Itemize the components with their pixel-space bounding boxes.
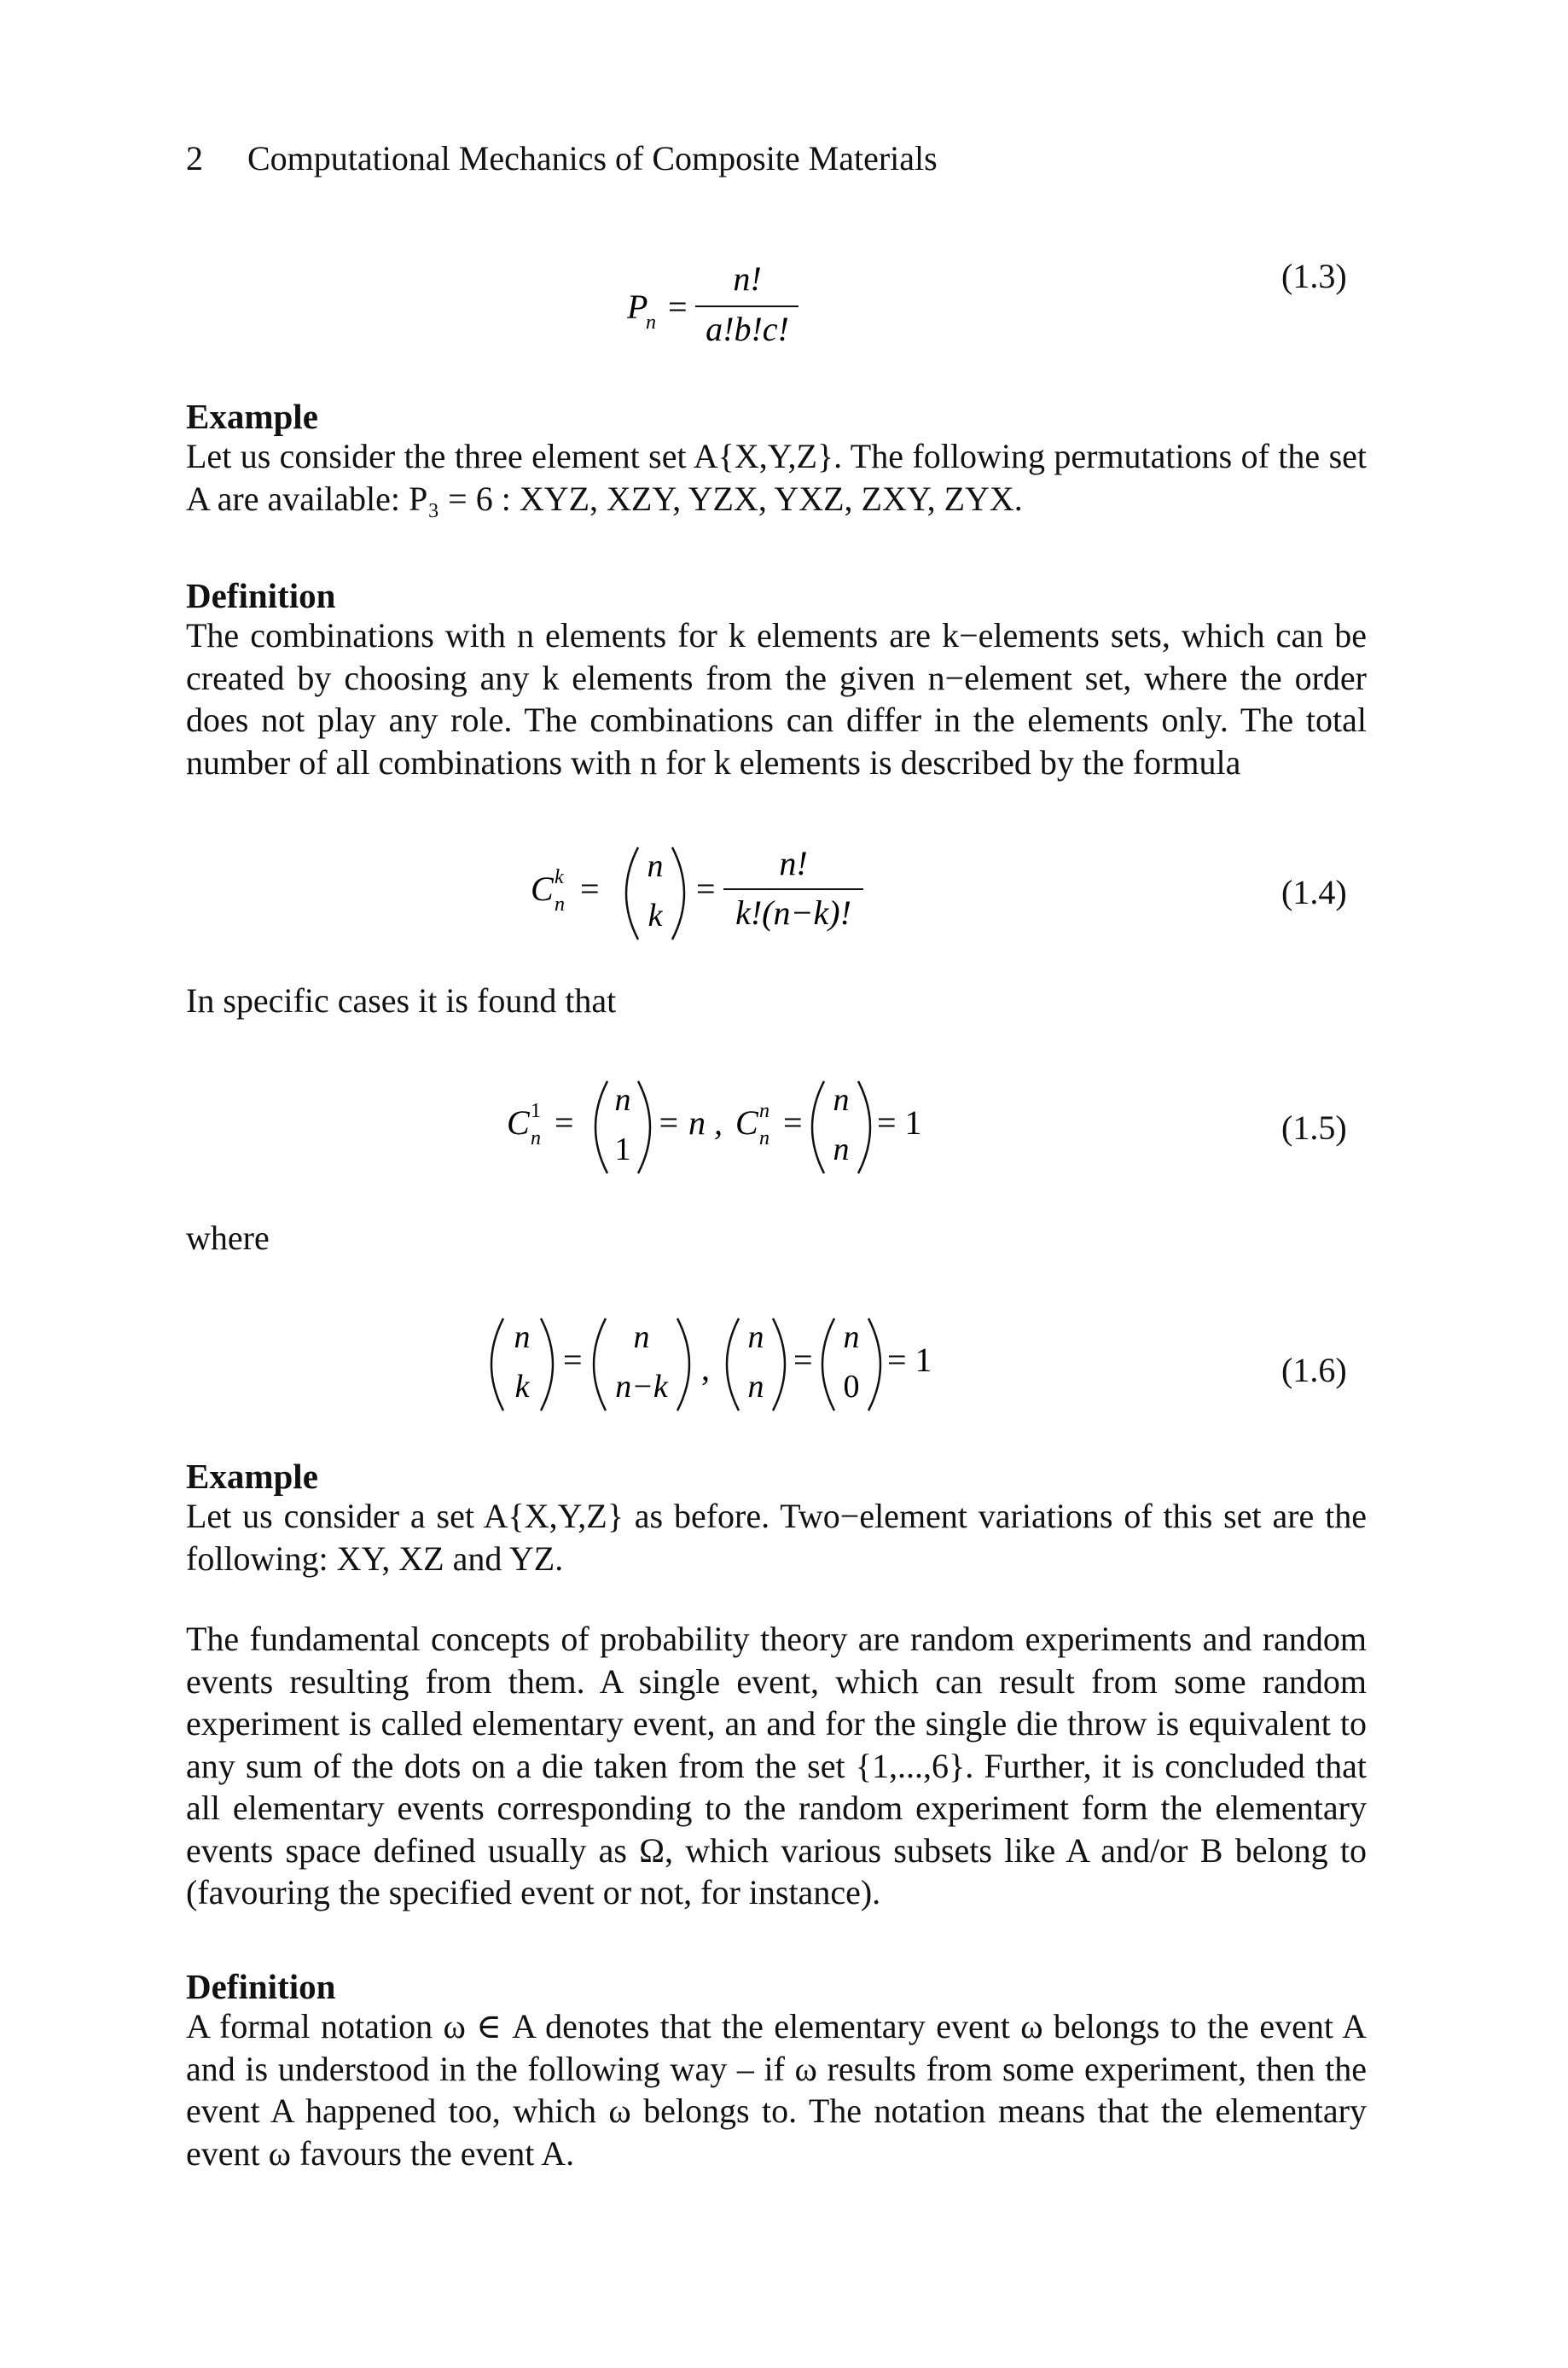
eq14-numerator: n!: [779, 844, 808, 882]
definition-1-text: The combinations with n elements for k elements are k−elements sets, which can be created by choosing any k elements from the given n−element set, where the order does not play any role. The combinations can differ in the elements only. The total number of all combinations with n for k elements is described by the formula: [186, 616, 1367, 782]
eq15-c2: C: [735, 1103, 758, 1142]
eq15-paren-r2: [858, 1081, 870, 1173]
eq13-denominator: a!b!c!: [706, 310, 789, 348]
eq16-paren-l1: [491, 1318, 503, 1411]
eq15-paren-l1: [595, 1081, 607, 1173]
eq14-sup: k: [555, 866, 564, 888]
example-2-text: Let us consider a set A{X,Y,Z} as before. Two−element variations of this set are the following: XY, XZ and YZ.: [186, 1497, 1367, 1578]
eq14-binom-bottom: k: [648, 898, 663, 934]
eq16-b2-bottom: n−k: [615, 1369, 668, 1405]
eq16-result: = 1: [887, 1341, 932, 1379]
specific-cases-text: In specific cases it is found that: [186, 981, 617, 1020]
eq14-number: (1.4): [1281, 873, 1347, 911]
definition-heading-2: Definition: [186, 1967, 336, 2006]
eq15-b2-bottom: n: [833, 1132, 850, 1167]
running-title: Computational Mechanics of Composite Materials: [247, 139, 938, 177]
eq15-b1-bottom: 1: [614, 1132, 631, 1167]
eq15-paren-l2: [812, 1081, 824, 1173]
eq15-c1-sub: n: [531, 1127, 541, 1149]
eq16-b1-bottom: k: [514, 1369, 530, 1405]
eq15-b1-top: n: [614, 1082, 631, 1118]
example-heading-1: Example: [186, 397, 318, 436]
eq16-paren-r1: [541, 1318, 553, 1411]
example-heading-2: Example: [186, 1457, 318, 1496]
eq14-binom-top: n: [647, 848, 664, 884]
eq14-equals-2: =: [696, 870, 716, 908]
eq16-number: (1.6): [1281, 1351, 1347, 1389]
running-header: [186, 138, 938, 178]
eq14-left-paren: [626, 847, 638, 940]
eq15-result-2: = 1: [877, 1103, 922, 1142]
eq16-equals-2: =: [793, 1341, 813, 1379]
eq15-equals-2: =: [783, 1103, 803, 1142]
page-number: 2: [186, 139, 203, 177]
eq16-b3-top: n: [747, 1319, 764, 1355]
eq16-b4-top: n: [843, 1319, 860, 1355]
where-text: where: [186, 1219, 270, 1257]
eq16-comma: ,: [701, 1349, 710, 1388]
eq15-number: (1.5): [1281, 1108, 1347, 1147]
eq16-paren-r4: [868, 1318, 880, 1411]
eq13-lhs: P: [627, 288, 648, 326]
eq15-c2-sub: n: [759, 1127, 769, 1149]
eq16-paren-r3: [773, 1318, 785, 1411]
eq16-paren-r2: [677, 1318, 689, 1411]
eq14-equals: =: [580, 870, 600, 908]
definition-heading-1: Definition: [186, 576, 336, 615]
eq16-b2-top: n: [633, 1319, 650, 1355]
eq15-equals: =: [555, 1103, 574, 1142]
eq16-b1-top: n: [514, 1319, 531, 1355]
probability-paragraph: The fundamental concepts of probability theory are random experiments and random events resulting from them. A single event, which can result from some random experiment is called elementary event, an and for the single die throw is equivalent to any sum of the dots on a die taken from the set {1,...,6}. Further, it is concluded that all elementary events corresponding to the random experiment form the elementary events space defined usually as Ω, which various subsets like A and/or B belong to (favouring the specified event or not, for instance).: [186, 1620, 1367, 1911]
eq15-b2-top: n: [833, 1082, 850, 1118]
eq13-numerator: n!: [733, 259, 762, 298]
eq14-right-paren: [672, 847, 684, 940]
eq14-denominator: k!(n−k)!: [735, 893, 851, 932]
eq15-c1: C: [507, 1103, 530, 1142]
eq15-paren-r1: [638, 1081, 650, 1173]
eq16-paren-l3: [727, 1318, 739, 1411]
eq16-paren-l2: [594, 1318, 606, 1411]
eq13-equals: =: [668, 288, 688, 326]
eq16-b3-bottom: n: [747, 1369, 764, 1405]
eq14-c: C: [531, 870, 554, 908]
definition-2-text: A formal notation ω ∈ A denotes that the elementary event ω belongs to the event A and is understood in the following way – if ω results from some experiment, then the event A happened too, which ω belongs to. The notation means that the elementary event ω favours the event A.: [186, 2007, 1367, 2173]
eq15-c2-sup: n: [759, 1100, 769, 1122]
eq15-c1-sup: 1: [531, 1100, 541, 1122]
eq13-number: (1.3): [1281, 257, 1347, 295]
eq15-result-1: = n ,: [657, 1103, 723, 1142]
example-1-text: Let us consider the three element set A{X,Y,Z}. The following permutations of the set A are available: P₃ = 6 : XYZ, XZY, YZX, YXZ, ZXY, ZYX.: [186, 437, 1367, 518]
eq14-sub: n: [555, 893, 565, 916]
eq13-lhs-sub: n: [646, 311, 656, 334]
eq16-equals-1: =: [563, 1341, 583, 1379]
eq16-b4-bottom: 0: [843, 1369, 860, 1405]
eq16-paren-l4: [822, 1318, 834, 1411]
